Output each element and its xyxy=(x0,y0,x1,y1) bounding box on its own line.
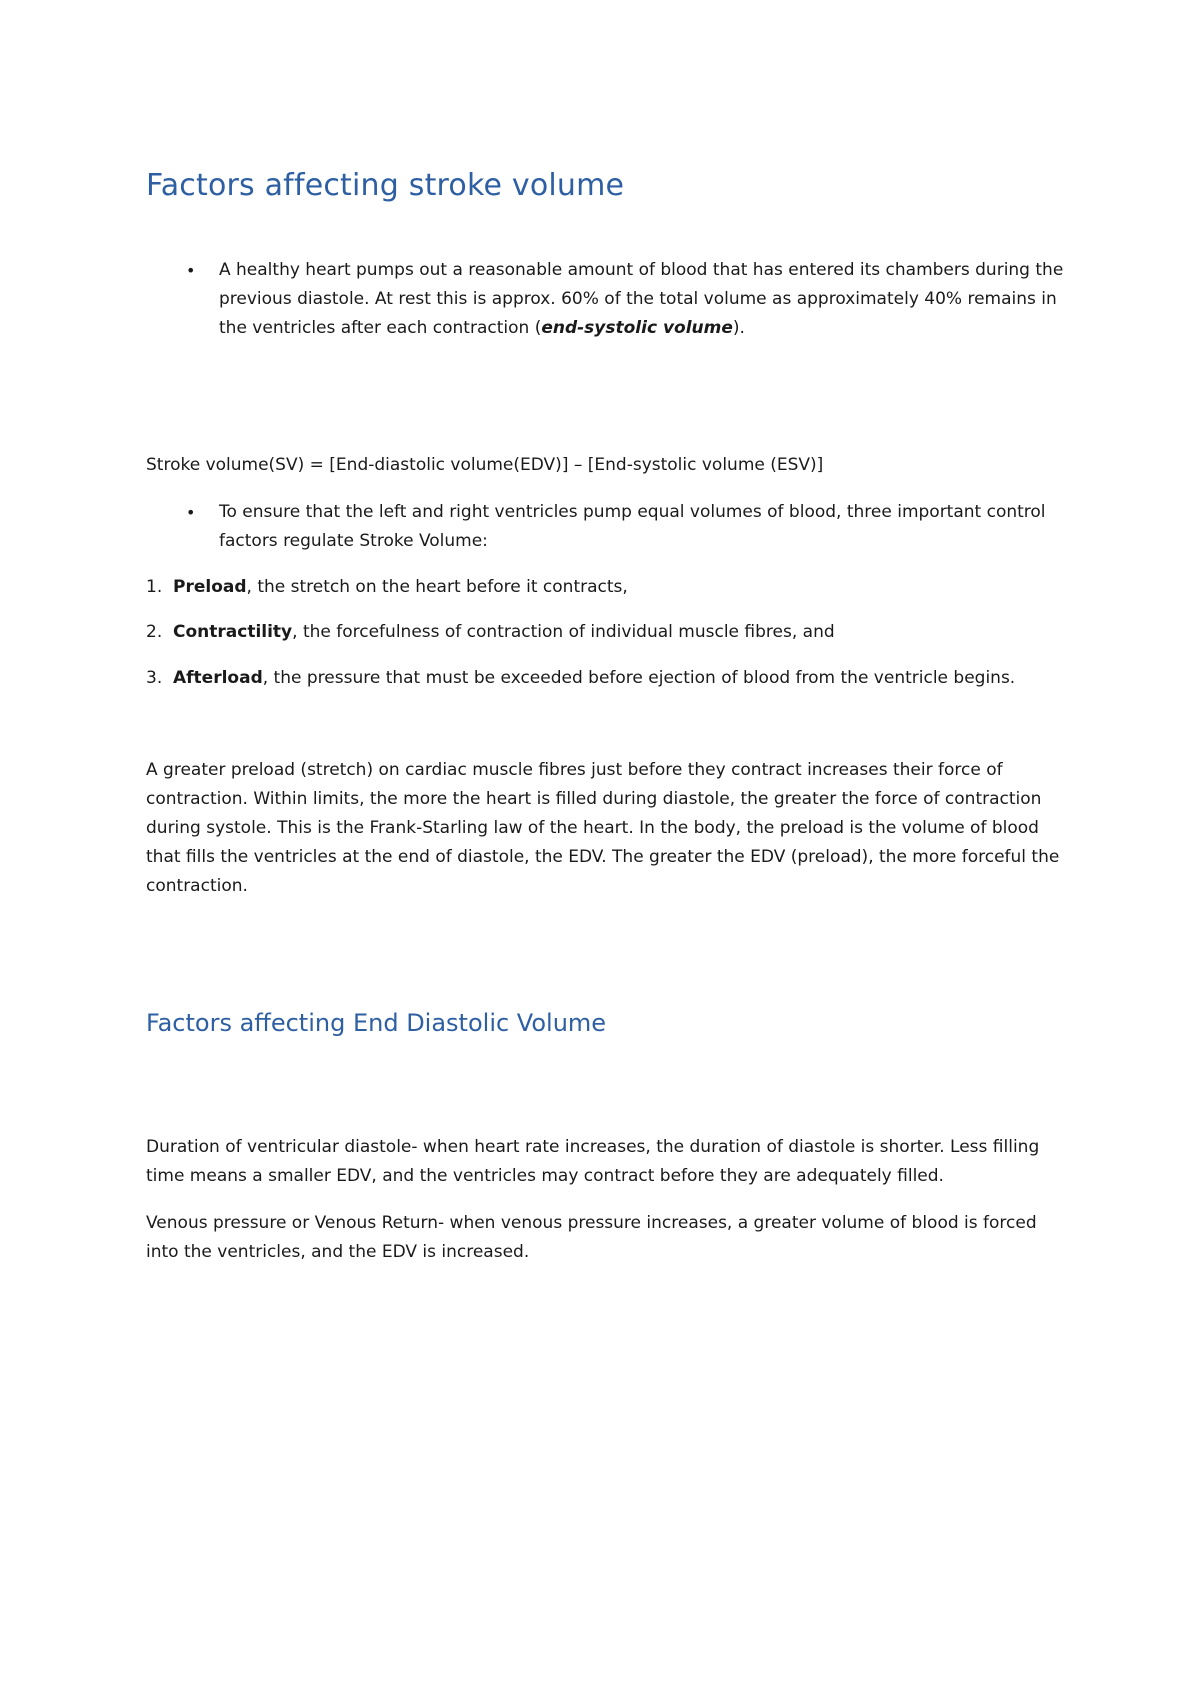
bullet-text: To ensure that the left and right ventricles pump equal volumes of blood, three important control factors regulate Stroke Volume: xyxy=(219,502,1046,551)
item-term: Afterload xyxy=(173,668,263,688)
emphasis-term: end-systolic volume xyxy=(541,318,733,338)
item-description: , the forcefulness of contraction of individual muscle fibres, and xyxy=(292,622,835,642)
item-description: , the stretch on the heart before it contracts, xyxy=(246,577,628,597)
item-number: 3. xyxy=(146,668,163,688)
numbered-item-afterload xyxy=(146,664,1106,693)
numbered-item-preload xyxy=(146,573,1106,602)
bullet-icon: • xyxy=(186,261,196,280)
frank-starling-paragraph: A greater preload (stretch) on cardiac muscle fibres just before they contract increases their force of contraction. Within limits, the more the heart is filled during diastole, the greater the force of contraction during systole. This is the Frank-Starling law of the heart. In the body, the preload is the volume of blood that fills the ventricles at the end of diastole, the EDV. The greater the EDV (preload), the more forceful the contraction. xyxy=(146,760,1060,896)
venous-pressure-paragraph: Venous pressure or Venous Return- when venous pressure increases, a greater volume of blood is forced into the ventricles, and the EDV is increased. xyxy=(146,1213,1037,1262)
item-number: 2. xyxy=(146,622,163,642)
item-term: Contractility xyxy=(173,622,293,642)
item-description: , the pressure that must be exceeded before ejection of blood from the ventricle begins. xyxy=(262,668,1016,688)
numbered-item-contractility xyxy=(146,618,1106,647)
item-number: 1. xyxy=(146,577,163,597)
duration-paragraph: Duration of ventricular diastole- when heart rate increases, the duration of diastole is shorter. Less filling time means a smaller EDV, and the ventricles may contract before they are adequately filled. xyxy=(146,1137,1040,1186)
bullet-icon: • xyxy=(186,503,196,522)
stroke-volume-formula: Stroke volume(SV) = [End-diastolic volume(EDV)] – [End-systolic volume (ESV)] xyxy=(146,455,824,475)
item-term: Preload xyxy=(173,577,247,597)
section-title-end-diastolic-volume: Factors affecting End Diastolic Volume xyxy=(146,1009,607,1037)
bullet-text: A healthy heart pumps out a reasonable amount of blood that has entered its chambers during the previous diastole. At rest this is approx. 60% of the total volume as approximately 40% remains in the ventricles after each contraction (end-systolic volume). xyxy=(219,260,1064,338)
section-title-stroke-volume: Factors affecting stroke volume xyxy=(146,168,625,203)
